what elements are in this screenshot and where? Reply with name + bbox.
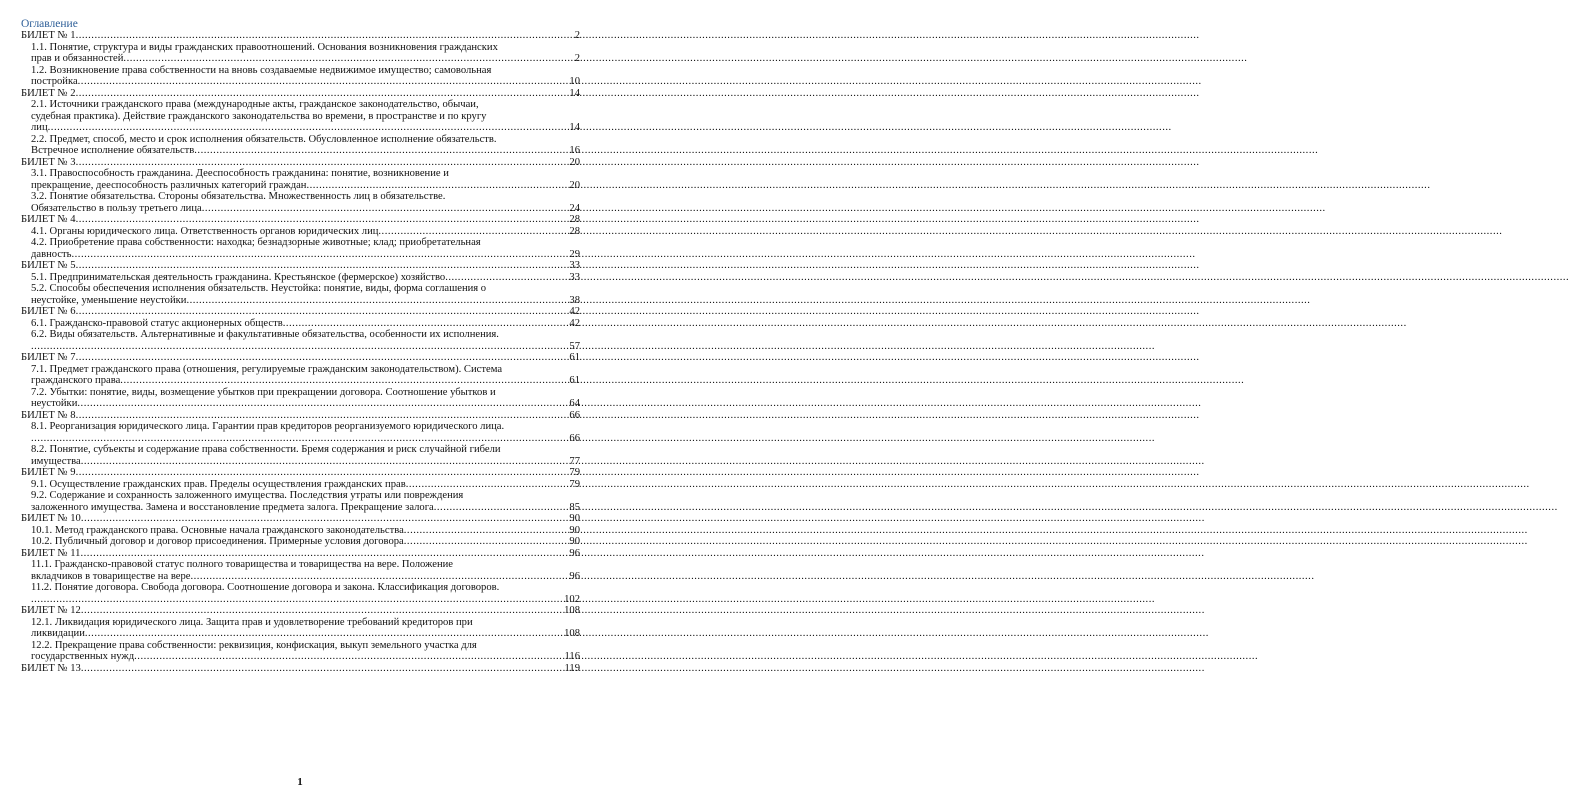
toc-page-number: 108 bbox=[564, 628, 580, 639]
toc-entry-row bbox=[31, 272, 580, 284]
toc-entry-text: лиц bbox=[31, 122, 48, 133]
toc-section-entry[interactable] bbox=[21, 444, 580, 467]
toc-page-number: 28 bbox=[569, 214, 580, 225]
toc-page-number: 66 bbox=[569, 409, 580, 421]
toc-entry-text: 10.2. Публичный договор и договор присоединения. Примерные условия договора bbox=[31, 536, 404, 547]
toc-ticket-entry[interactable] bbox=[21, 410, 580, 422]
toc-entry-text-line: 6.2. Виды обязательств. Альтернативные и факультативные обязательства, особенности их исполнения. bbox=[31, 329, 499, 340]
toc-entry-row bbox=[21, 663, 580, 675]
toc-entry-text-line: 4.2. Приобретение права собственности: находка; безнадзорные животные; клад; приобретательная bbox=[31, 237, 481, 248]
toc-entry-text-line: 1.1. Понятие, структура и виды гражданских правоотношений. Основания возникновения гражданских bbox=[31, 41, 498, 53]
toc-page-number: 96 bbox=[569, 570, 580, 582]
toc-page-number: 119 bbox=[564, 662, 580, 674]
toc-dot-leader bbox=[76, 306, 569, 318]
toc-entry-row bbox=[31, 295, 580, 307]
toc-entry-text: 10.1. Метод гражданского права. Основные начала гражданского законодательства bbox=[31, 524, 404, 536]
toc-entry-text: 5.1. Предпринимательская деятельность гражданина. Крестьянское (фермерское) хозяйство bbox=[31, 271, 446, 283]
toc-page-number: 79 bbox=[569, 467, 580, 478]
toc-page-number: 24 bbox=[569, 202, 580, 214]
toc-ticket-entry[interactable] bbox=[21, 214, 580, 226]
toc-ticket-entry[interactable] bbox=[21, 467, 580, 479]
toc-dot-leader bbox=[186, 295, 568, 307]
toc-section-entry[interactable] bbox=[21, 364, 580, 387]
toc-dot-leader bbox=[202, 203, 569, 215]
toc-entry-row bbox=[21, 157, 580, 169]
toc-ticket-entry[interactable] bbox=[21, 306, 580, 318]
toc-dot-leader bbox=[76, 88, 569, 100]
toc-title[interactable]: Оглавление bbox=[21, 18, 78, 30]
toc-dot-leader bbox=[76, 260, 569, 272]
toc-page-number: 20 bbox=[569, 179, 580, 191]
toc-entry-text: БИЛЕТ № 3 bbox=[21, 156, 76, 168]
toc-section-entry[interactable] bbox=[21, 582, 580, 605]
toc-entry-row bbox=[21, 214, 580, 226]
toc-dot-leader bbox=[31, 341, 568, 353]
toc-entry-row bbox=[31, 122, 580, 134]
toc-dot-leader bbox=[80, 548, 568, 560]
toc-entry-text-line: 8.1. Реорганизация юридического лица. Гарантии прав кредиторов реорганизуемого юридического лица. bbox=[31, 421, 505, 432]
toc-page-number: 14 bbox=[569, 87, 580, 99]
toc-entry-text-line: 11.1. Гражданско-правовой статус полного товарищества и товарищества на вере. Положение bbox=[31, 559, 453, 570]
toc-page-number: 57 bbox=[569, 340, 580, 352]
toc-entry-row bbox=[31, 249, 580, 261]
toc-entry-row bbox=[31, 571, 580, 583]
toc-dot-leader bbox=[194, 145, 568, 157]
toc-entry-row bbox=[21, 410, 580, 422]
toc-dot-leader bbox=[76, 410, 569, 422]
toc-entry-text-line: 9.2. Содержание и сохранность заложенного имущества. Последствия утраты или повреждения bbox=[31, 490, 464, 501]
toc-page-number: 29 bbox=[569, 248, 580, 260]
toc-entry-row bbox=[31, 375, 580, 387]
toc-entry-text-line: 7.1. Предмет гражданского права (отношения, регулируемые гражданским законодательством). Система bbox=[31, 363, 503, 375]
toc-section-entry[interactable] bbox=[21, 42, 580, 65]
toc-dot-leader bbox=[123, 53, 573, 65]
toc-entry-text-line: 2.1. Источники гражданского права (международные акты, гражданское законодательство, обычаи, bbox=[31, 99, 479, 110]
toc-dot-leader bbox=[283, 318, 569, 330]
toc-entry-text-line: 12.2. Прекращение права собственности: реквизиция, конфискация, выкуп земельного участка для bbox=[31, 639, 477, 651]
toc-section-entry[interactable] bbox=[21, 99, 580, 134]
table-of-contents bbox=[21, 30, 580, 674]
toc-entry-row bbox=[21, 548, 580, 560]
toc-entry-row bbox=[31, 502, 580, 514]
toc-page-number: 108 bbox=[564, 605, 580, 616]
toc-page-number: 33 bbox=[569, 260, 580, 271]
toc-entry-row bbox=[21, 352, 580, 364]
toc-entry-text: БИЛЕТ № 1 bbox=[21, 30, 76, 41]
toc-page-number: 20 bbox=[569, 156, 580, 168]
toc-entry-text: имущества bbox=[31, 455, 81, 467]
toc-entry-row bbox=[31, 594, 580, 606]
toc-dot-leader bbox=[404, 525, 569, 537]
toc-dot-leader bbox=[404, 536, 569, 548]
toc-page-number: 66 bbox=[569, 432, 580, 444]
toc-section-entry[interactable] bbox=[21, 65, 580, 88]
toc-page-number: 38 bbox=[569, 294, 580, 306]
toc-section-entry[interactable] bbox=[21, 490, 580, 513]
page-number: 1 bbox=[297, 776, 303, 788]
toc-entry-row bbox=[21, 513, 580, 525]
toc-entry-text-line: 7.2. Убытки: понятие, виды, возмещение убытков при прекращении договора. Соотношение убытков и bbox=[31, 386, 496, 398]
toc-section-entry[interactable] bbox=[21, 559, 580, 582]
toc-entry-text-line: 11.2. Понятие договора. Свобода договора. Соотношение договора и закона. Классификация договоров. bbox=[31, 582, 500, 593]
toc-page-number: 85 bbox=[569, 501, 580, 513]
toc-section-entry[interactable] bbox=[21, 387, 580, 410]
toc-dot-leader bbox=[81, 513, 569, 525]
toc-entry-text: вкладчиков в товариществе на вере bbox=[31, 570, 191, 582]
toc-entry-text: БИЛЕТ № 6 bbox=[21, 306, 76, 317]
toc-dot-leader bbox=[72, 249, 569, 261]
toc-dot-leader bbox=[81, 456, 569, 468]
toc-page-number: 14 bbox=[569, 122, 580, 133]
toc-entry-text: постройка bbox=[31, 76, 78, 87]
toc-page-number: 10 bbox=[569, 76, 580, 87]
toc-entry-row bbox=[21, 260, 580, 272]
toc-ticket-entry[interactable] bbox=[21, 548, 580, 560]
toc-entry-text-line: 1.2. Возникновение права собственности на вновь создаваемые недвижимое имущество; самовольная bbox=[31, 64, 492, 76]
toc-entry-text: ликвидации bbox=[31, 628, 85, 639]
toc-entry-text: БИЛЕТ № 8 bbox=[21, 409, 76, 421]
toc-entry-text: БИЛЕТ № 7 bbox=[21, 352, 76, 363]
toc-entry-row bbox=[21, 467, 580, 479]
toc-dot-leader bbox=[406, 479, 569, 491]
toc-entry-text-line: судебная практика). Действие гражданского законодательства во времени, в пространстве и по кругу bbox=[31, 110, 487, 122]
toc-ticket-entry[interactable] bbox=[21, 157, 580, 169]
toc-entry-row bbox=[31, 203, 580, 215]
toc-dot-leader bbox=[31, 594, 563, 606]
toc-entry-row bbox=[31, 651, 580, 663]
toc-dot-leader bbox=[81, 663, 564, 675]
toc-entry-text: заложенного имущества. Замена и восстановление предмета залога. Прекращение залога bbox=[31, 501, 434, 513]
toc-entry-text: БИЛЕТ № 11 bbox=[21, 547, 81, 559]
toc-entry-text: БИЛЕТ № 13 bbox=[21, 662, 81, 674]
toc-dot-leader bbox=[85, 628, 563, 640]
toc-entry-row bbox=[21, 88, 580, 100]
toc-entry-text-line: 12.1. Ликвидация юридического лица. Защита прав и удовлетворение требований кредиторов при bbox=[31, 616, 473, 628]
toc-entry-text: БИЛЕТ № 2 bbox=[21, 87, 76, 99]
toc-entry-row bbox=[21, 30, 580, 42]
toc-dot-leader bbox=[81, 605, 563, 617]
toc-dot-leader bbox=[306, 180, 568, 192]
toc-page-number: 102 bbox=[564, 593, 580, 605]
toc-dot-leader bbox=[190, 571, 568, 583]
toc-section-entry[interactable] bbox=[21, 421, 580, 444]
toc-dot-leader bbox=[76, 157, 569, 169]
toc-section-entry[interactable] bbox=[21, 134, 580, 157]
toc-page-number: 33 bbox=[569, 271, 580, 283]
toc-section-entry[interactable] bbox=[21, 237, 580, 260]
toc-entry-row bbox=[21, 605, 580, 617]
toc-dot-leader bbox=[76, 30, 574, 42]
toc-dot-leader bbox=[76, 352, 569, 364]
toc-entry-text: БИЛЕТ № 4 bbox=[21, 214, 76, 225]
toc-dot-leader bbox=[120, 375, 568, 387]
toc-dot-leader bbox=[134, 651, 563, 663]
toc-entry-text: неустойке, уменьшение неустойки bbox=[31, 294, 187, 306]
toc-page-number: 90 bbox=[569, 536, 580, 547]
toc-page-number: 79 bbox=[569, 478, 580, 490]
toc-section-entry[interactable] bbox=[21, 318, 580, 330]
toc-section-entry[interactable] bbox=[21, 168, 580, 191]
toc-entry-text: БИЛЕТ № 10 bbox=[21, 513, 81, 524]
toc-entry-row bbox=[31, 479, 580, 491]
toc-section-entry[interactable] bbox=[21, 226, 580, 238]
toc-dot-leader bbox=[445, 272, 568, 284]
toc-entry-text-line: 8.2. Понятие, субъекты и содержание права собственности. Бремя содержания и риск случайной гибели bbox=[31, 444, 501, 455]
toc-entry-text: гражданского права bbox=[31, 375, 121, 386]
toc-page-number: 28 bbox=[569, 225, 580, 237]
toc-entry-text: БИЛЕТ № 5 bbox=[21, 260, 76, 271]
toc-page-number: 116 bbox=[564, 651, 580, 662]
toc-entry-row bbox=[31, 226, 580, 238]
toc-dot-leader bbox=[78, 76, 569, 88]
toc-page-number: 2 bbox=[574, 30, 580, 41]
toc-page-number: 96 bbox=[569, 547, 580, 559]
toc-dot-leader bbox=[378, 226, 568, 238]
toc-entry-row bbox=[31, 145, 580, 157]
toc-entry-text: прав и обязанностей bbox=[31, 53, 124, 64]
toc-entry-text: 4.1. Органы юридического лица. Ответственность органов юридических лиц bbox=[31, 225, 379, 237]
toc-page-number: 42 bbox=[569, 317, 580, 329]
toc-section-entry[interactable] bbox=[21, 525, 580, 537]
toc-entry-row bbox=[31, 456, 580, 468]
toc-entry-row bbox=[31, 180, 580, 192]
toc-section-entry[interactable] bbox=[21, 191, 580, 214]
toc-section-entry[interactable] bbox=[21, 536, 580, 548]
toc-entry-text: 6.1. Гражданско-правовой статус акционерных обществ bbox=[31, 317, 283, 329]
toc-ticket-entry[interactable] bbox=[21, 88, 580, 100]
toc-entry-text: БИЛЕТ № 9 bbox=[21, 467, 76, 478]
toc-entry-text: давность bbox=[31, 248, 72, 260]
toc-ticket-entry[interactable] bbox=[21, 605, 580, 617]
toc-dot-leader bbox=[76, 467, 569, 479]
toc-entry-row bbox=[31, 536, 580, 548]
toc-entry-row bbox=[31, 525, 580, 537]
toc-dot-leader bbox=[31, 433, 568, 445]
toc-page-number: 61 bbox=[569, 352, 580, 363]
toc-section-entry[interactable] bbox=[21, 479, 580, 491]
toc-ticket-entry[interactable] bbox=[21, 30, 580, 42]
toc-dot-leader bbox=[434, 502, 569, 514]
toc-entry-row bbox=[31, 398, 580, 410]
toc-section-entry[interactable] bbox=[21, 283, 580, 306]
toc-entry-text: 9.1. Осуществление гражданских прав. Пределы осуществления гражданских прав bbox=[31, 478, 406, 490]
toc-ticket-entry[interactable] bbox=[21, 513, 580, 525]
toc-ticket-entry[interactable] bbox=[21, 352, 580, 364]
toc-page-number: 77 bbox=[569, 455, 580, 467]
toc-entry-text-line: 2.2. Предмет, способ, место и срок исполнения обязательств. Обусловленное исполнение обязательств. bbox=[31, 133, 497, 145]
toc-entry-row bbox=[31, 318, 580, 330]
toc-dot-leader bbox=[48, 122, 569, 134]
toc-section-entry[interactable] bbox=[21, 640, 580, 663]
toc-entry-text-line: 3.2. Понятие обязательства. Стороны обязательства. Множественность лиц в обязательстве. bbox=[31, 191, 446, 202]
toc-entry-text: БИЛЕТ № 12 bbox=[21, 605, 81, 616]
toc-ticket-entry[interactable] bbox=[21, 663, 580, 675]
toc-page-number: 61 bbox=[569, 375, 580, 386]
toc-entry-row bbox=[21, 306, 580, 318]
toc-page-number: 2 bbox=[574, 53, 580, 64]
toc-page-number: 42 bbox=[569, 306, 580, 317]
toc-entry-text: Встречное исполнение обязательств bbox=[31, 145, 195, 156]
toc-entry-text: прекращение, дееспособность различных категорий граждан bbox=[31, 179, 307, 191]
toc-ticket-entry[interactable] bbox=[21, 260, 580, 272]
toc-entry-row bbox=[31, 53, 580, 65]
toc-entry-text: Обязательство в пользу третьего лица bbox=[31, 202, 202, 214]
toc-entry-text: государственных нужд bbox=[31, 651, 135, 662]
toc-entry-row bbox=[31, 628, 580, 640]
toc-dot-leader bbox=[77, 398, 568, 410]
toc-entry-text: неустойки bbox=[31, 398, 78, 409]
toc-page-number: 16 bbox=[569, 145, 580, 156]
toc-entry-text-line: 3.1. Правоспособность гражданина. Дееспособность гражданина: понятие, возникновение и bbox=[31, 168, 449, 179]
toc-section-entry[interactable] bbox=[21, 329, 580, 352]
toc-entry-text-line: 5.2. Способы обеспечения исполнения обязательств. Неустойка: понятие, виды, форма соглашения о bbox=[31, 283, 487, 294]
toc-section-entry[interactable] bbox=[21, 272, 580, 284]
document-page bbox=[0, 0, 600, 800]
toc-page-number: 90 bbox=[569, 524, 580, 536]
toc-page-number: 64 bbox=[569, 398, 580, 409]
toc-section-entry[interactable] bbox=[21, 617, 580, 640]
toc-entry-row bbox=[31, 433, 580, 445]
toc-entry-row bbox=[31, 76, 580, 88]
toc-dot-leader bbox=[76, 214, 569, 226]
toc-entry-row bbox=[31, 341, 580, 353]
toc-page-number: 90 bbox=[569, 513, 580, 524]
